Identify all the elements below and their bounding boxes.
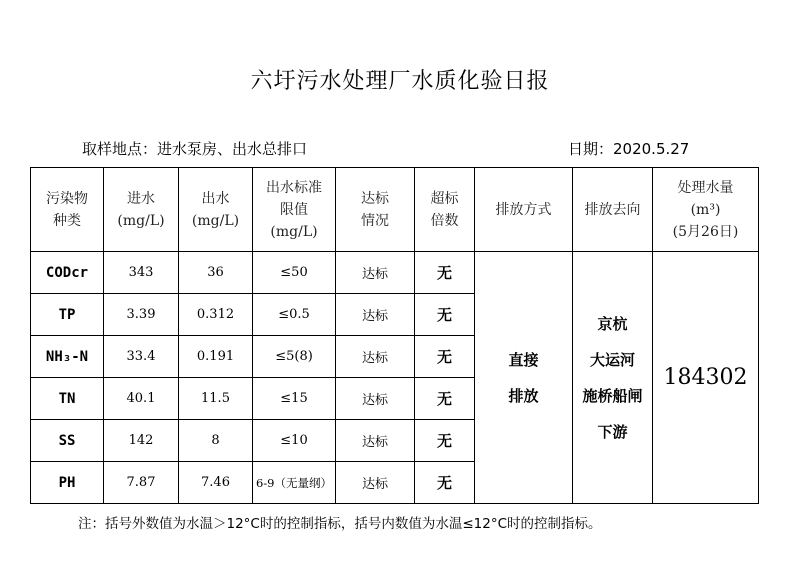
effluent-cell: 0.312 xyxy=(179,294,253,336)
footnote: 注：括号外数值为水温＞12°C时的控制指标，括号内数值为水温≤12°C时的控制指标。 xyxy=(78,516,602,532)
header-flow: 处理水量 (m³) (5月26日) xyxy=(653,168,759,252)
exceed-cell: 无 xyxy=(415,294,475,336)
header-exceed: 超标 倍数 xyxy=(415,168,475,252)
header-compliance: 达标 情况 xyxy=(336,168,415,252)
discharge-method-cell: 直接 排放 xyxy=(475,252,573,504)
influent-cell: 7.87 xyxy=(104,462,179,504)
pollutant-cell: PH xyxy=(31,462,104,504)
pollutant-cell: NH₃-N xyxy=(31,336,104,378)
sampling-location: 取样地点：进水泵房、出水总排口 xyxy=(82,140,308,158)
influent-cell: 3.39 xyxy=(104,294,179,336)
pollutant-cell: SS xyxy=(31,420,104,462)
header-effluent: 出水 (mg/L) xyxy=(179,168,253,252)
exceed-cell: 无 xyxy=(415,462,475,504)
page-title: 六圩污水处理厂水质化验日报 xyxy=(250,69,550,94)
table-header-row xyxy=(31,168,759,252)
table-row xyxy=(31,252,759,294)
header-discharge-method: 排放方式 xyxy=(475,168,573,252)
compliance-cell: 达标 xyxy=(336,378,415,420)
limit-cell: ≤15 xyxy=(253,378,336,420)
limit-cell: ≤10 xyxy=(253,420,336,462)
header-discharge-destination: 排放去向 xyxy=(573,168,653,252)
effluent-cell: 7.46 xyxy=(179,462,253,504)
pollutant-cell: TP xyxy=(31,294,104,336)
exceed-cell: 无 xyxy=(415,378,475,420)
exceed-cell: 无 xyxy=(415,252,475,294)
discharge-destination-cell: 京杭 大运河 施桥船闸 下游 xyxy=(573,252,653,504)
compliance-cell: 达标 xyxy=(336,336,415,378)
compliance-cell: 达标 xyxy=(336,462,415,504)
limit-cell: ≤50 xyxy=(253,252,336,294)
compliance-cell: 达标 xyxy=(336,420,415,462)
header-pollutant: 污染物 种类 xyxy=(31,168,104,252)
limit-cell: 6-9（无量纲） xyxy=(253,462,336,504)
compliance-cell: 达标 xyxy=(336,252,415,294)
compliance-cell: 达标 xyxy=(336,294,415,336)
influent-cell: 33.4 xyxy=(104,336,179,378)
limit-cell: ≤0.5 xyxy=(253,294,336,336)
water-quality-table xyxy=(30,167,759,504)
header-influent: 进水 (mg/L) xyxy=(104,168,179,252)
effluent-cell: 36 xyxy=(179,252,253,294)
effluent-cell: 8 xyxy=(179,420,253,462)
pollutant-cell: CODcr xyxy=(31,252,104,294)
exceed-cell: 无 xyxy=(415,420,475,462)
exceed-cell: 无 xyxy=(415,336,475,378)
header-limit: 出水标准 限值 (mg/L) xyxy=(253,168,336,252)
influent-cell: 343 xyxy=(104,252,179,294)
pollutant-cell: TN xyxy=(31,378,104,420)
limit-cell: ≤5(8) xyxy=(253,336,336,378)
influent-cell: 40.1 xyxy=(104,378,179,420)
effluent-cell: 0.191 xyxy=(179,336,253,378)
effluent-cell: 11.5 xyxy=(179,378,253,420)
report-date: 日期：2020.5.27 xyxy=(568,140,690,158)
flow-value-cell: 184302 xyxy=(653,252,759,504)
influent-cell: 142 xyxy=(104,420,179,462)
